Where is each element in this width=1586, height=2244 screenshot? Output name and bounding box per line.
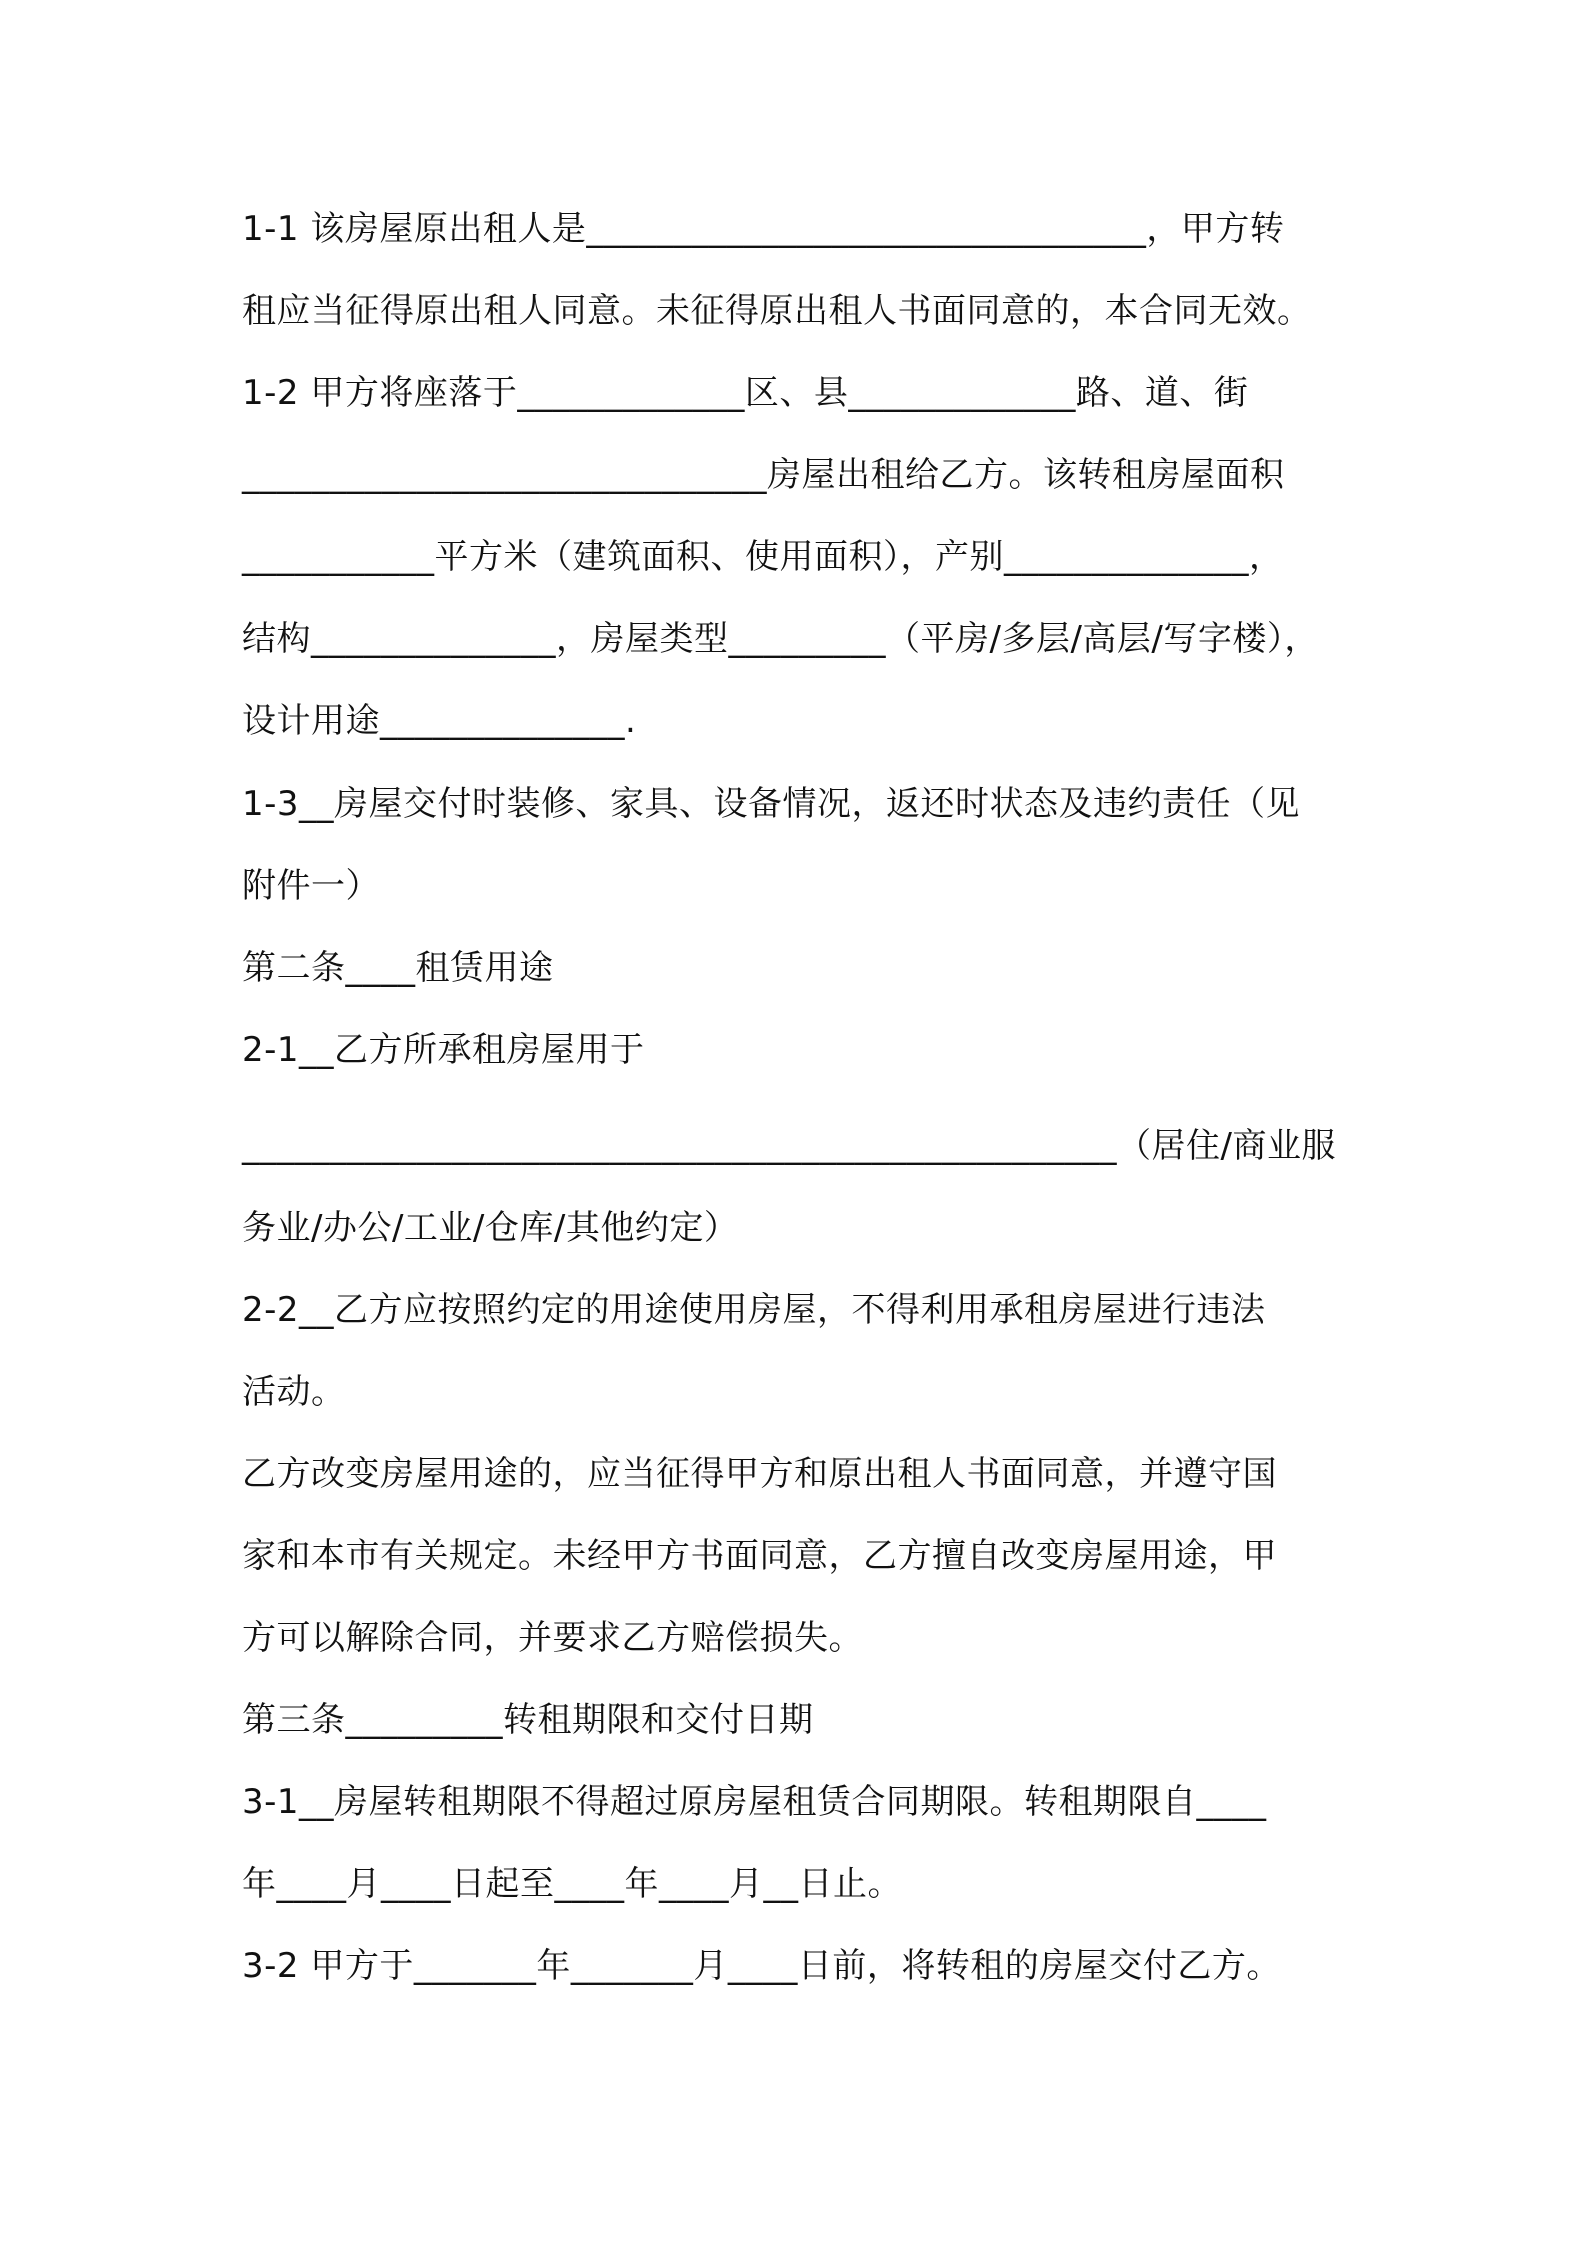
text-line: 务业/办公/工业/仓库/其他约定） (242, 1208, 739, 1248)
text-line: 3-2 甲方于_______年_______月____日前，将转租的房屋交付乙方。 (242, 1946, 1281, 1986)
text-line: 1-3__房屋交付时装修、家具、设备情况，返还时状态及违约责任（见 (242, 784, 1301, 824)
section-heading: 第二条____租赁用途 (242, 948, 554, 988)
text-line: 1-1 该房屋原出租人是________________________________，甲方转 (242, 209, 1285, 249)
text-line: 1-2 甲方将座落于_____________区、县_____________路、道、街 (242, 373, 1249, 413)
text-line: ______________________________房屋出租给乙方。该转租房屋面积 (242, 455, 1285, 495)
text-line: __________________________________________________（居住/商业服 (242, 1126, 1336, 1166)
text-line: 方可以解除合同，并要求乙方赔偿损失。 (242, 1618, 863, 1658)
section-heading: 第三条_________转租期限和交付日期 (242, 1700, 814, 1740)
text-line: ___________平方米（建筑面积、使用面积），产别______________， (242, 537, 1284, 577)
text-line: 家和本市有关规定。未经甲方书面同意，乙方擅自改变房屋用途，甲 (242, 1536, 1277, 1576)
text-line: 附件一） (242, 866, 380, 906)
text-line: 2-2__乙方应按照约定的用途使用房屋，不得利用承租房屋进行违法 (242, 1290, 1266, 1330)
text-line: 设计用途______________. (242, 701, 637, 741)
text-line: 乙方改变房屋用途的，应当征得甲方和原出租人书面同意，并遵守国 (242, 1454, 1277, 1494)
text-line: 3-1__房屋转租期限不得超过原房屋租赁合同期限。转租期限自____ (242, 1782, 1267, 1822)
text-line: 年____月____日起至____年____月__日止。 (242, 1864, 902, 1904)
text-line: 租应当征得原出租人同意。未征得原出租人书面同意的，本合同无效。 (242, 291, 1312, 331)
text-line: 活动。 (242, 1372, 346, 1412)
text-line: 2-1__乙方所承租房屋用于 (242, 1030, 645, 1070)
text-line: 结构______________，房屋类型_________（平房/多层/高层/写字楼）， (242, 619, 1319, 659)
